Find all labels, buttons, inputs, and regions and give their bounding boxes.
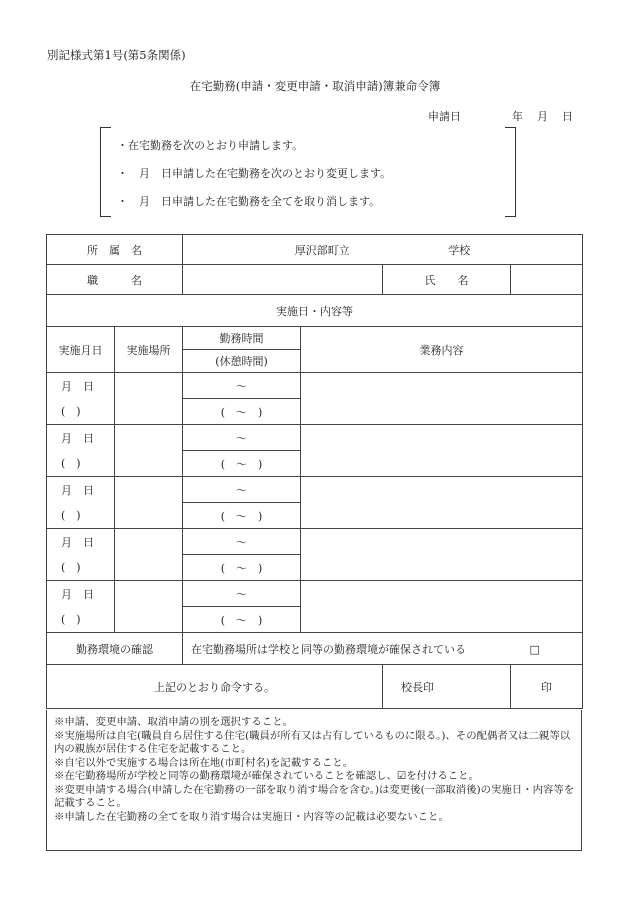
row-1-break[interactable]: ( ～ ) <box>183 399 301 425</box>
row-5-time[interactable]: ～ <box>183 581 301 607</box>
row-1-content[interactable] <box>301 373 583 425</box>
row-2-content[interactable] <box>301 425 583 477</box>
row-1-time[interactable]: ～ <box>183 373 301 399</box>
row-5-place[interactable] <box>115 581 183 633</box>
note-2: ※実施場所は自宅(職員自ら居住する住宅(職員が所有又は占有しているものに限る。)、その配偶者又は二親等以内の親族が居住する住宅を記載すること。 <box>54 729 571 755</box>
row-2-date[interactable]: 月 日 <box>47 425 115 451</box>
section-title: 実施日・内容等 <box>47 295 583 327</box>
note-1: ※申請、変更申請、取消申請の別を選択すること。 <box>54 716 293 728</box>
row-2-place[interactable] <box>115 425 183 477</box>
row-3-content[interactable] <box>301 477 583 529</box>
name-label: 氏 名 <box>383 265 511 295</box>
col-date-header: 実施月日 <box>47 327 115 373</box>
note-3: ※自宅以外で実施する場合は所在地(市町村名)を記載すること。 <box>54 756 354 769</box>
col-place-header: 実施場所 <box>115 327 183 373</box>
form-title: 在宅勤務(申請・変更申請・取消申請)簿兼命令簿 <box>189 79 441 93</box>
environment-checkbox[interactable]: □ <box>529 642 540 656</box>
position-label: 職 名 <box>47 265 183 295</box>
application-date-label: 申請日 <box>428 110 461 123</box>
application-date-month: 月 <box>537 110 548 123</box>
form-id: 別記様式第1号(第5条関係) <box>47 48 186 62</box>
row-3-weekday[interactable]: ( ) <box>47 503 115 529</box>
col-time-header: 勤務時間 <box>183 327 301 350</box>
application-date-day: 日 <box>562 110 573 123</box>
option-change[interactable]: ・ 月 日申請した在宅勤務を次のとおり変更します。 <box>117 167 392 180</box>
option-cancel[interactable]: ・ 月 日申請した在宅勤務を全てを取り消します。 <box>117 195 381 208</box>
col-break-header: (休憩時間) <box>183 350 301 373</box>
row-3-time[interactable]: ～ <box>183 477 301 503</box>
affiliation-town: 厚沢部町立 <box>294 243 350 257</box>
note-5: ※変更申請する場合(申請した在宅勤務の一部を取り消す場合を含む。)は変更後(一部取消後)の実施日・内容等を記載すること。 <box>54 783 575 809</box>
row-2-weekday[interactable]: ( ) <box>47 451 115 477</box>
row-4-content[interactable] <box>301 529 583 581</box>
affiliation-field[interactable] <box>183 235 583 265</box>
row-3-break[interactable]: ( ～ ) <box>183 503 301 529</box>
environment-label: 勤務環境の確認 <box>47 633 183 665</box>
note-4: ※在宅勤務場所が学校と同等の勤務環境が確保されていることを確認し、☑を付けること。 <box>54 770 479 782</box>
row-4-break[interactable]: ( ～ ) <box>183 555 301 581</box>
row-3-place[interactable] <box>115 477 183 529</box>
row-4-time[interactable]: ～ <box>183 529 301 555</box>
principal-seal-label: 校長印 <box>383 665 511 709</box>
name-field[interactable] <box>511 265 583 295</box>
application-date-year: 年 <box>512 110 523 123</box>
row-4-date[interactable]: 月 日 <box>47 529 115 555</box>
principal-seal-field[interactable]: 印 <box>511 665 583 709</box>
row-1-date[interactable]: 月 日 <box>47 373 115 399</box>
position-field[interactable] <box>183 265 383 295</box>
row-2-break[interactable]: ( ～ ) <box>183 451 301 477</box>
row-1-weekday[interactable]: ( ) <box>47 399 115 425</box>
note-6: ※申請した在宅勤務の全てを取り消す場合は実施日・内容等の記載は必要ないこと。 <box>54 810 449 823</box>
environment-statement: 在宅勤務場所は学校と同等の勤務環境が確保されている <box>191 642 466 656</box>
affiliation-school: 学校 <box>448 243 471 257</box>
environment-check-row <box>183 633 583 665</box>
row-4-weekday[interactable]: ( ) <box>47 555 115 581</box>
options-bracket-right <box>505 127 516 217</box>
notes-box <box>46 710 582 851</box>
affiliation-label: 所 属 名 <box>47 235 183 265</box>
row-5-weekday[interactable]: ( ) <box>47 607 115 633</box>
options-bracket-left <box>100 127 111 217</box>
order-text: 上記のとおり命令する。 <box>47 665 383 709</box>
row-3-date[interactable]: 月 日 <box>47 477 115 503</box>
col-content-header: 業務内容 <box>301 327 583 373</box>
row-4-place[interactable] <box>115 529 183 581</box>
row-5-break[interactable]: ( ～ ) <box>183 607 301 633</box>
row-1-place[interactable] <box>115 373 183 425</box>
work-form-table <box>46 234 583 709</box>
option-apply[interactable]: ・在宅勤務を次のとおり申請します。 <box>117 139 304 152</box>
row-5-date[interactable]: 月 日 <box>47 581 115 607</box>
row-2-time[interactable]: ～ <box>183 425 301 451</box>
row-5-content[interactable] <box>301 581 583 633</box>
